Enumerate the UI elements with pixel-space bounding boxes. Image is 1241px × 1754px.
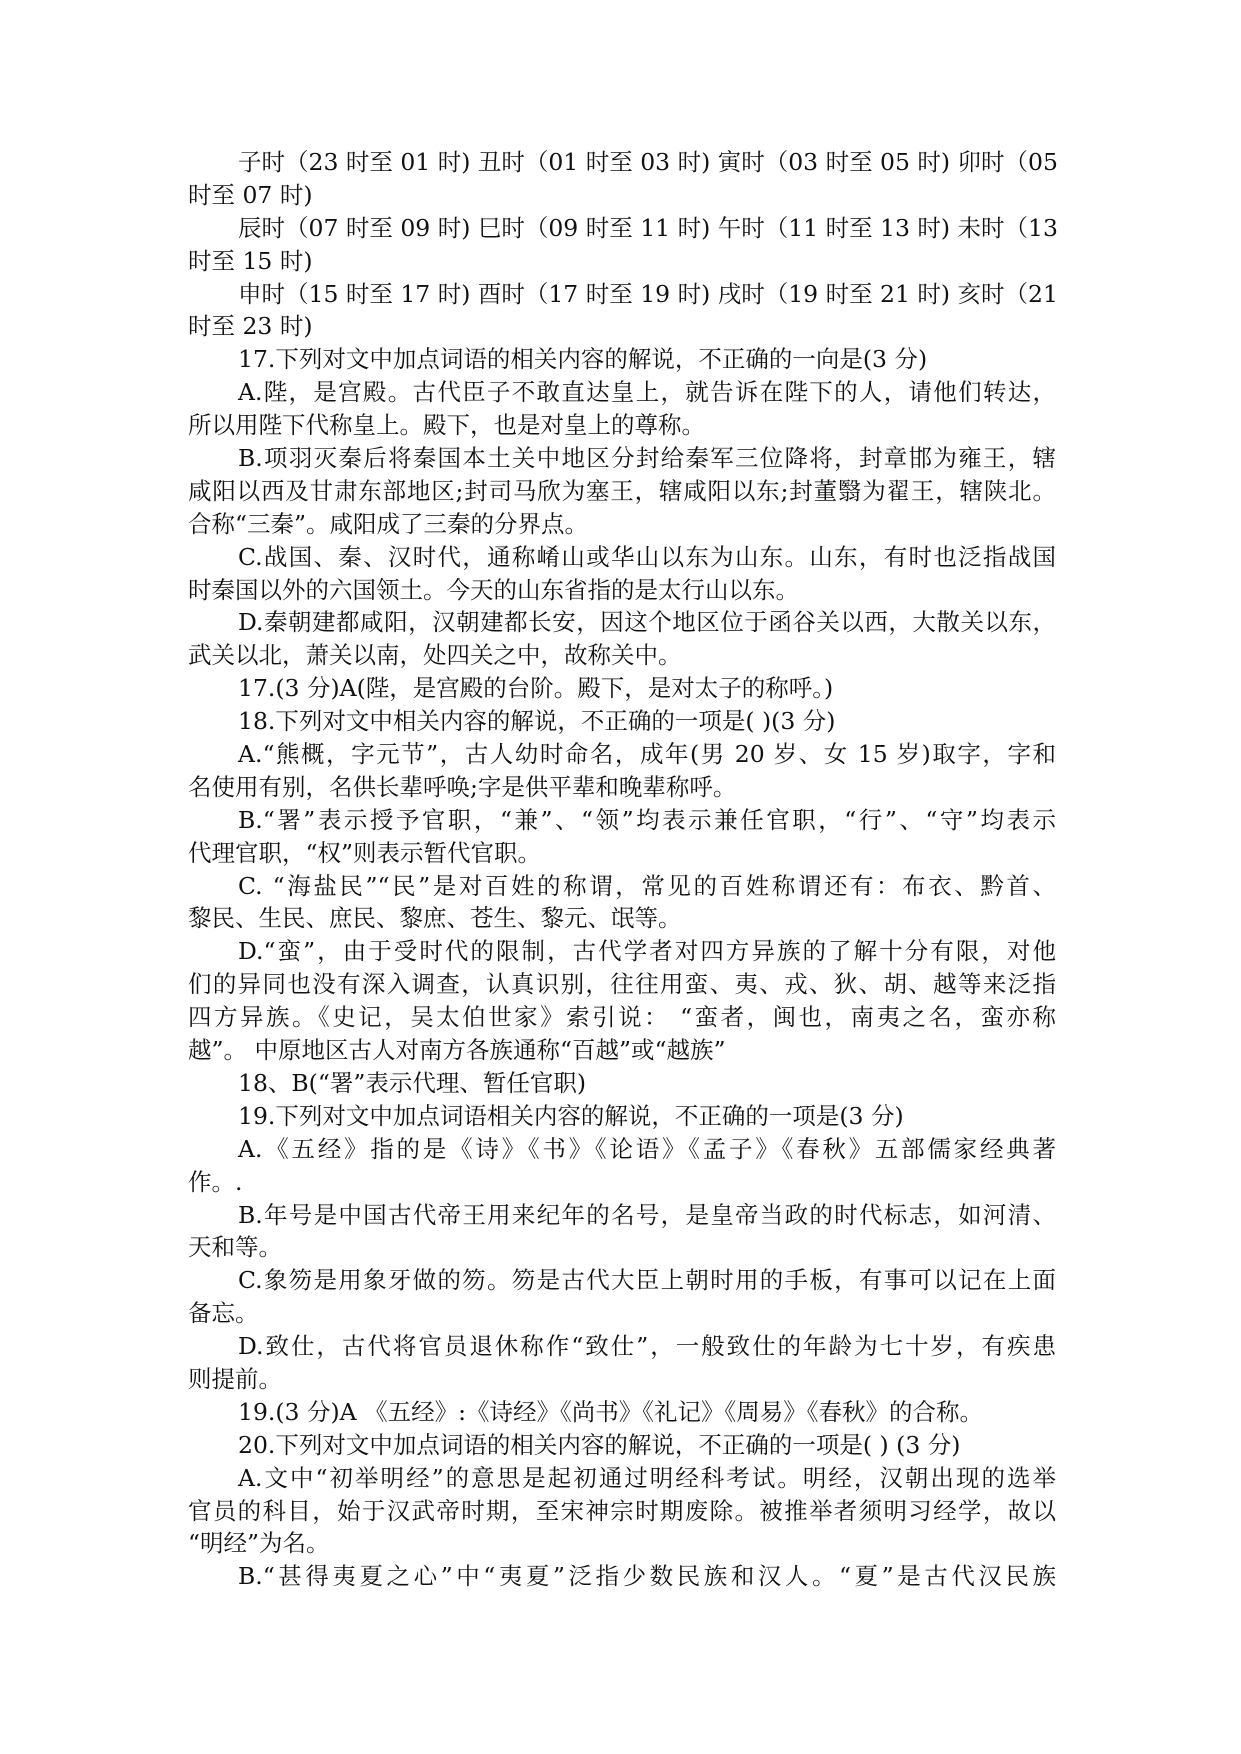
text-line: 18、B(“署”表示代理、暂任官职) bbox=[238, 1068, 587, 1097]
text-line: 作。. bbox=[188, 1167, 243, 1196]
text-line: B.“甚得夷夏之心”中“夷夏”泛指少数民族和汉人。“夏”是古代汉民族 bbox=[238, 1562, 1056, 1591]
text-line: 18.下列对文中相关内容的解说，不正确的一项是( )(3 分) bbox=[238, 707, 836, 736]
text-line: 19.下列对文中加点词语相关内容的解说，不正确的一项是(3 分) bbox=[238, 1101, 904, 1130]
text-line: 们的异同也没有深入调查，认真识别，往往用蛮、夷、戎、狄、胡、越等来泛指 bbox=[188, 970, 1056, 999]
text-line: 四方异族。《史记，吴太伯世家》索引说： “蛮者，闽也，南夷之名，蛮亦称 bbox=[188, 1003, 1056, 1032]
text-line: A.文中“初举明经”的意思是起初通过明经科考试。明经，汉朝出现的选举 bbox=[238, 1463, 1056, 1492]
text-line: 20.下列对文中加点词语的相关内容的解说，不正确的一项是( ) (3 分) bbox=[238, 1430, 961, 1459]
text-line: A.陛，是宫殿。古代臣子不敢直达皇上，就告诉在陛下的人，请他们转达， bbox=[238, 378, 1056, 407]
text-line: 子时（23 时至 01 时) 丑时（01 时至 03 时) 寅时（03 时至 05 时) 卯时（05 bbox=[238, 148, 1058, 176]
text-line: 17.下列对文中加点词语的相关内容的解说，不正确的一向是(3 分) bbox=[238, 345, 928, 374]
text-line: 申时（15 时至 17 时) 酉时（17 时至 19 时) 戌时（19 时至 21 时) 亥时（21 bbox=[238, 279, 1058, 308]
text-line: B.年号是中国古代帝王用来纪年的名号，是皇帝当政的时代标志，如河清、 bbox=[238, 1200, 1056, 1229]
text-line: 时秦国以外的六国领土。今天的山东省指的是太行山以东。 bbox=[188, 575, 799, 604]
text-line: 名使用有别，名供长辈呼唤;字是供平辈和晚辈称呼。 bbox=[188, 772, 737, 801]
text-line: 时至 23 时) bbox=[188, 312, 313, 341]
text-line: 武关以北，萧关以南，处四关之中，故称关中。 bbox=[188, 641, 682, 670]
text-line: 官员的科目，始于汉武帝时期，至宋神宗时期废除。被推举者须明习经学，故以 bbox=[188, 1496, 1056, 1525]
text-line: 天和等。 bbox=[188, 1233, 282, 1262]
text-line: 备忘。 bbox=[188, 1299, 259, 1328]
text-line: D.致仕，古代将官员退休称作“致仕”，一般致仕的年龄为七十岁，有疾患 bbox=[238, 1332, 1056, 1361]
text-line: B.“署”表示授予官职，“兼”、“领”均表示兼任官职，“行”、“守”均表示 bbox=[238, 805, 1056, 834]
text-line: “明经”为名。 bbox=[188, 1529, 330, 1558]
text-line: 时至 07 时) bbox=[188, 180, 313, 209]
text-line: 合称“三秦”。咸阳成了三秦的分界点。 bbox=[188, 509, 589, 538]
text-line: 代理官职，“权”则表示暂代官职。 bbox=[188, 838, 542, 867]
text-line: 咸阳以西及甘肃东部地区;封司马欣为塞王，辖咸阳以东;封董翳为翟王，辖陕北。 bbox=[188, 476, 1056, 505]
text-line: 黎民、生民、庶民、黎庶、苍生、黎元、氓等。 bbox=[188, 904, 682, 933]
document-page bbox=[188, 146, 1056, 1593]
text-line: 则提前。 bbox=[188, 1364, 282, 1393]
text-line: 19.(3 分)A 《五经》:《诗经》《尚书》《礼记》《周易》《春秋》的合称。 bbox=[238, 1397, 983, 1426]
text-line: A.《五经》指的是《诗》《书》《论语》《孟子》《春秋》五部儒家经典著 bbox=[238, 1134, 1056, 1163]
text-line: A.“熊概，字元节”，古人幼时命名，成年(男 20 岁、女 15 岁)取字，字和 bbox=[238, 740, 1056, 769]
text-line: B.项羽灭秦后将秦国本土关中地区分封给秦军三位降将，封章邯为雍王，辖 bbox=[238, 444, 1056, 473]
text-line: 17.(3 分)A(陛，是宫殿的台阶。殿下，是对太子的称呼。) bbox=[238, 674, 834, 703]
text-line: D.“蛮”，由于受时代的限制，古代学者对四方异族的了解十分有限，对他 bbox=[238, 937, 1056, 966]
text-line: 所以用陛下代称皇上。殿下，也是对皇上的尊称。 bbox=[188, 411, 705, 440]
text-line: C.象笏是用象牙做的笏。笏是古代大臣上朝时用的手板，有事可以记在上面 bbox=[238, 1266, 1056, 1295]
text-line: D.秦朝建都咸阳，汉朝建都长安，因这个地区位于函谷关以西，大散关以东， bbox=[238, 608, 1056, 637]
text-line: C. “海盐民”“民”是对百姓的称谓，常见的百姓称谓还有：布衣、黔首、 bbox=[238, 871, 1056, 900]
text-line: C.战国、秦、汉时代，通称崤山或华山以东为山东。山东，有时也泛指战国 bbox=[238, 542, 1056, 571]
text-line: 时至 15 时) bbox=[188, 246, 313, 275]
text-line: 越”。 中原地区古人对南方各族通称“百越”或“越族” bbox=[188, 1036, 726, 1065]
text-line: 辰时（07 时至 09 时) 巳时（09 时至 11 时) 午时（11 时至 13 时) 未时（13 bbox=[238, 213, 1058, 242]
